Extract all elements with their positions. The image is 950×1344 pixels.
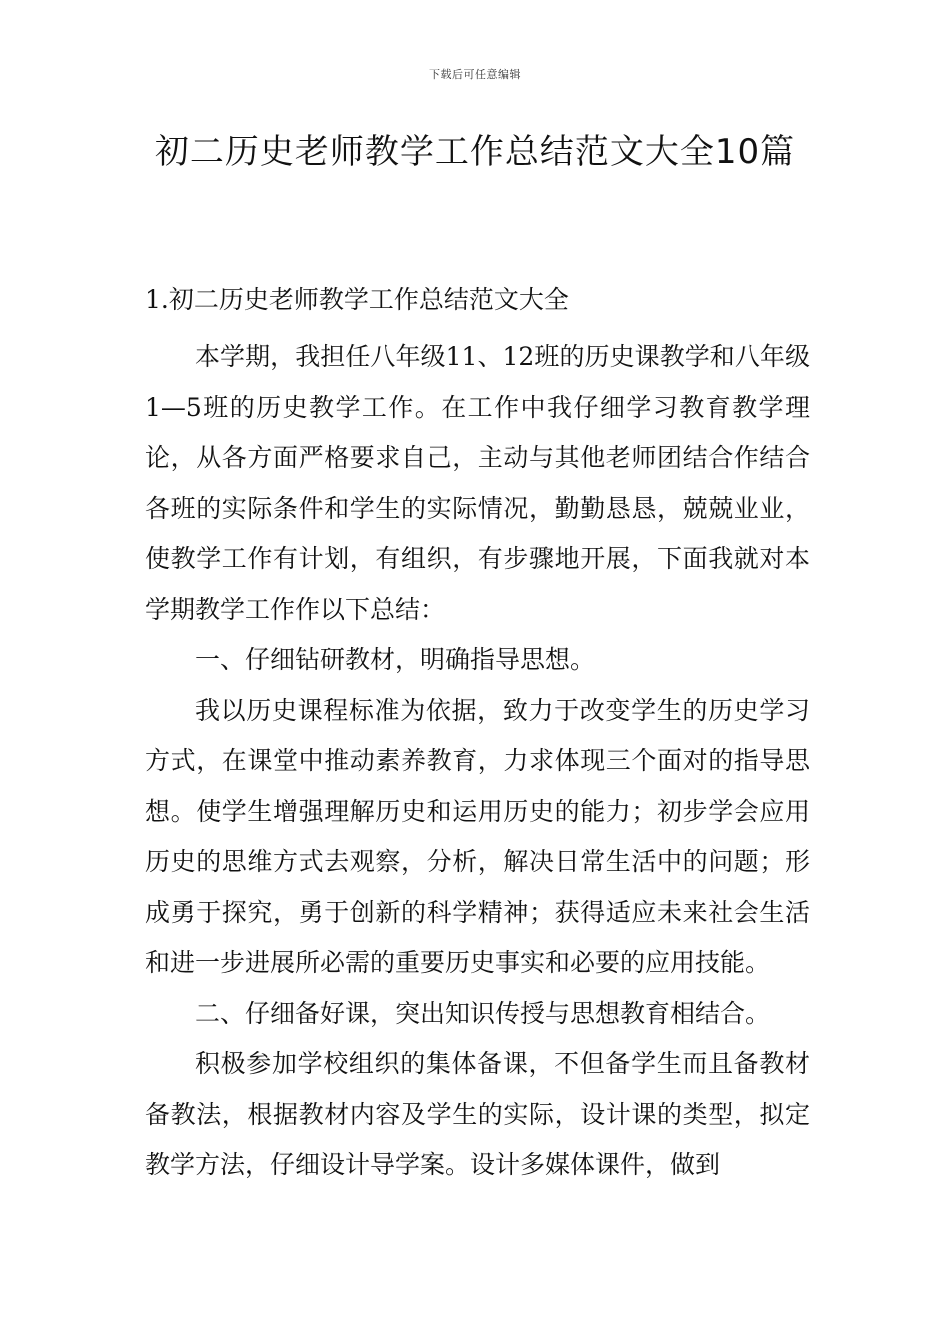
point-2-paragraph: 积极参加学校组织的集体备课，不但备学生而且备教材备教法，根据教材内容及学生的实际，设计课的类型，拟定教学方法，仔细设计导学案。设计多媒体课件，做到	[145, 1049, 810, 1179]
document-title: 初二历史老师教学工作总结范文大全10篇	[154, 132, 796, 172]
point-2-heading: 二、仔细备好课，突出知识传授与思想教育相结合。	[195, 998, 771, 1028]
point-1-paragraph: 我以历史课程标准为依据，致力于改变学生的历史学习方式，在课堂中推动素养教育，力求体现三个面对的指导思想。使学生增强理解历史和运用历史的能力；初步学会应用历史的思维方式去观察，分析，解决日常生活中的问题；形成勇于探究，勇于创新的科学精神；获得适应未来社会生活和进一步进展所必需的重要历史事实和必要的应用技能。	[145, 695, 810, 977]
intro-paragraph: 本学期，我担任八年级11、12班的历史课教学和八年级1—5班的历史教学工作。在工作中我仔细学习教育教学理论，从各方面严格要求自己，主动与其他老师团结合作结合各班的实际条件和学生的实际情况，勤勤恳恳，兢兢业业，使教学工作有计划，有组织，有步骤地开展，下面我就对本学期教学工作作以下总结：	[145, 342, 810, 624]
document-body	[145, 282, 810, 1191]
section-heading: 1.初二历史老师教学工作总结范文大全	[145, 285, 569, 314]
point-1-heading: 一、仔细钻研教材，明确指导思想。	[195, 645, 596, 674]
header-note: 下载后可任意编辑	[429, 68, 521, 81]
